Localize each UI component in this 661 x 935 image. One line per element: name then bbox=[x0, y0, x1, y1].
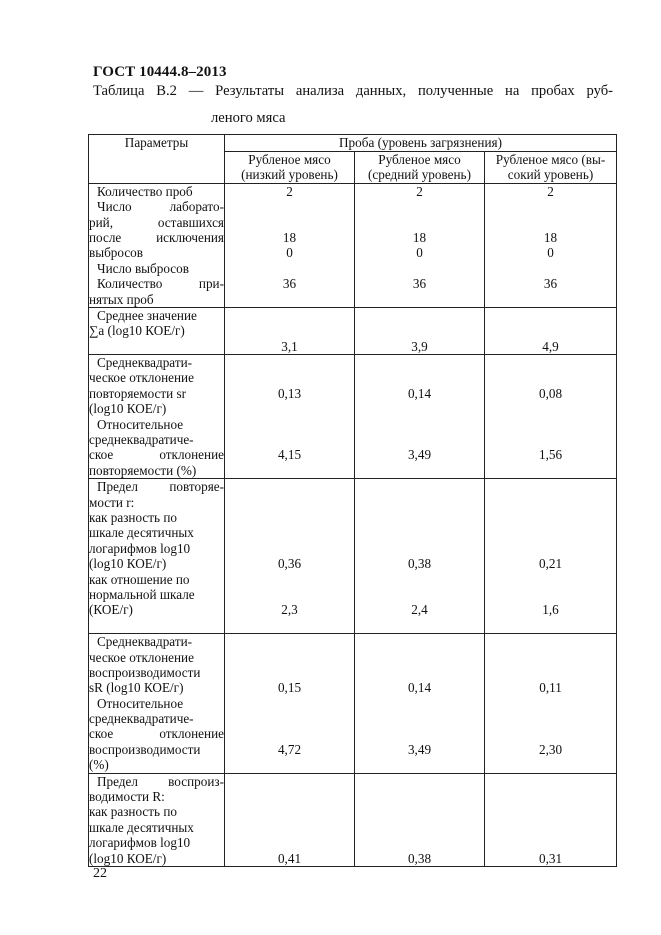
column-header-line: Рубленое мясо (вы- bbox=[495, 152, 606, 167]
table-row bbox=[89, 355, 617, 479]
value-line bbox=[485, 261, 616, 276]
value-line bbox=[225, 463, 354, 478]
value-line bbox=[485, 696, 616, 711]
value-line bbox=[355, 572, 484, 587]
parameter-line: Среднеквадрати- bbox=[97, 634, 193, 650]
value-line bbox=[225, 370, 354, 385]
value-cell bbox=[485, 479, 617, 634]
value-cell bbox=[355, 307, 485, 354]
value-line: 1,56 bbox=[538, 447, 563, 463]
value-line: 0,36 bbox=[277, 556, 302, 572]
value-line bbox=[225, 541, 354, 556]
value-line bbox=[355, 495, 484, 510]
value-line bbox=[225, 199, 354, 214]
value-line: 0,38 bbox=[407, 850, 432, 866]
value-line bbox=[485, 711, 616, 726]
value-line bbox=[225, 432, 354, 447]
value-line bbox=[485, 587, 616, 602]
value-line: 2,3 bbox=[281, 602, 298, 618]
value-line bbox=[355, 711, 484, 726]
value-line bbox=[355, 323, 484, 338]
value-line bbox=[355, 355, 484, 370]
value-line bbox=[225, 665, 354, 680]
value-line: 4,9 bbox=[542, 338, 559, 354]
parameter-line: Предел повторяе- bbox=[97, 479, 224, 495]
value-line bbox=[225, 308, 354, 323]
parameter-line: логарифмов log10 bbox=[89, 835, 191, 851]
table-row bbox=[89, 634, 617, 774]
value-line bbox=[225, 726, 354, 741]
value-line bbox=[225, 572, 354, 587]
value-line bbox=[225, 292, 354, 307]
parameter-line: повторяемости (%) bbox=[89, 462, 197, 478]
value-line: 0,14 bbox=[407, 385, 432, 401]
parameter-line: шкале десятичных bbox=[89, 819, 194, 835]
value-cell bbox=[355, 773, 485, 866]
parameter-line: нятых проб bbox=[89, 291, 154, 307]
table-row bbox=[89, 773, 617, 866]
parameter-line: (%) bbox=[89, 757, 109, 773]
sample-group-label: Проба (уровень загрязнения) bbox=[339, 135, 502, 150]
parameter-line: Предел воспроиз- bbox=[97, 773, 224, 789]
table-body bbox=[89, 183, 617, 866]
value-line bbox=[485, 510, 616, 525]
value-line: 36 bbox=[543, 276, 558, 292]
value-cell bbox=[225, 183, 355, 307]
value-line: 4,72 bbox=[277, 741, 302, 757]
value-line bbox=[225, 417, 354, 432]
value-cell bbox=[355, 479, 485, 634]
value-line: 0,11 bbox=[539, 680, 562, 696]
value-line bbox=[355, 650, 484, 665]
value-line: 2 bbox=[416, 183, 423, 199]
parameter-line: Число лаборато- bbox=[97, 199, 224, 215]
value-line: 3,49 bbox=[407, 447, 432, 463]
column-header-line: Рубленое мясо bbox=[248, 152, 331, 167]
value-line bbox=[225, 401, 354, 416]
sample-group-header bbox=[225, 135, 617, 152]
value-line bbox=[485, 495, 616, 510]
value-line bbox=[225, 525, 354, 540]
parameter-line: ∑a (log10 КОЕ/г) bbox=[89, 323, 185, 339]
value-line: 18 bbox=[282, 229, 297, 245]
table-row bbox=[89, 307, 617, 354]
parameter-line: ческое отклонение bbox=[89, 649, 194, 665]
value-cell bbox=[485, 773, 617, 866]
parameter-cell bbox=[89, 479, 225, 634]
value-line bbox=[225, 804, 354, 819]
value-line bbox=[355, 820, 484, 835]
parameter-line: рий, оставшихся bbox=[89, 214, 224, 230]
parameter-line: выбросов bbox=[89, 245, 143, 261]
value-line: 4,15 bbox=[277, 447, 302, 463]
column-header-low bbox=[225, 152, 355, 184]
value-line: 0 bbox=[286, 245, 293, 261]
parameter-line: среднеквадратиче- bbox=[89, 711, 194, 727]
value-line bbox=[485, 774, 616, 789]
value-cell bbox=[225, 307, 355, 354]
value-line bbox=[355, 696, 484, 711]
value-line bbox=[485, 650, 616, 665]
parameter-line: ское отклонение bbox=[89, 726, 224, 742]
parameter-line: логарифмов log10 bbox=[89, 540, 191, 556]
value-line bbox=[225, 789, 354, 804]
parameter-line bbox=[89, 618, 224, 633]
value-line bbox=[355, 199, 484, 214]
value-line: 18 bbox=[412, 229, 427, 245]
value-line bbox=[225, 774, 354, 789]
column-header-line: (средний уровень) bbox=[368, 167, 471, 183]
value-cell bbox=[225, 479, 355, 634]
value-cell bbox=[225, 773, 355, 866]
value-line: 0,21 bbox=[538, 556, 563, 572]
value-line bbox=[485, 432, 616, 447]
value-line bbox=[485, 541, 616, 556]
parameter-line: после исключения bbox=[89, 229, 224, 245]
table-row bbox=[89, 479, 617, 634]
value-line bbox=[225, 634, 354, 649]
value-line bbox=[355, 479, 484, 494]
value-line bbox=[485, 618, 616, 633]
value-line bbox=[355, 525, 484, 540]
value-line bbox=[355, 618, 484, 633]
value-line: 3,1 bbox=[281, 338, 298, 354]
value-line bbox=[355, 634, 484, 649]
parameter-line: (log10 КОЕ/г) bbox=[89, 556, 167, 572]
value-line bbox=[355, 215, 484, 230]
parameter-line: ское отклонение bbox=[89, 447, 224, 463]
value-line: 2 bbox=[286, 183, 293, 199]
value-line bbox=[225, 510, 354, 525]
parameter-cell bbox=[89, 355, 225, 479]
value-line: 0,31 bbox=[538, 850, 563, 866]
value-line bbox=[485, 634, 616, 649]
value-line bbox=[485, 572, 616, 587]
value-cell bbox=[485, 307, 617, 354]
value-line bbox=[485, 417, 616, 432]
value-line: 2,4 bbox=[411, 602, 428, 618]
parameter-line bbox=[89, 339, 224, 354]
value-line bbox=[355, 308, 484, 323]
value-line bbox=[355, 417, 484, 432]
value-line: 36 bbox=[412, 276, 427, 292]
parameter-line: воспроизводимости bbox=[89, 741, 201, 757]
value-line bbox=[485, 463, 616, 478]
value-line: 2,30 bbox=[538, 741, 563, 757]
value-line bbox=[355, 401, 484, 416]
parameter-cell bbox=[89, 773, 225, 866]
value-line bbox=[225, 757, 354, 772]
value-line bbox=[485, 789, 616, 804]
value-line bbox=[355, 789, 484, 804]
parameter-line: Относительное bbox=[97, 416, 184, 432]
value-line bbox=[485, 323, 616, 338]
parameter-line: среднеквадратиче- bbox=[89, 432, 194, 448]
parameter-line: sR (log10 КОЕ/г) bbox=[89, 680, 184, 696]
value-line bbox=[485, 308, 616, 323]
value-line bbox=[485, 665, 616, 680]
column-header-line: (низкий уровень) bbox=[241, 167, 338, 183]
value-line bbox=[485, 726, 616, 741]
value-line bbox=[355, 757, 484, 772]
value-line: 0 bbox=[547, 245, 554, 261]
parameter-line: (КОЕ/г) bbox=[89, 602, 133, 618]
value-line bbox=[485, 370, 616, 385]
value-line bbox=[225, 587, 354, 602]
parameter-line: нормальной шкале bbox=[89, 586, 195, 602]
parameter-line: Среднее значение bbox=[97, 307, 197, 323]
value-cell bbox=[355, 634, 485, 774]
value-line bbox=[355, 587, 484, 602]
value-line bbox=[485, 804, 616, 819]
value-line bbox=[485, 835, 616, 850]
parameter-line: как разность по bbox=[89, 804, 177, 820]
parameter-cell bbox=[89, 183, 225, 307]
parameter-line: повторяемости sr bbox=[89, 385, 187, 401]
parameter-line: Среднеквадрати- bbox=[97, 355, 193, 371]
parameter-cell bbox=[89, 634, 225, 774]
value-cell bbox=[485, 183, 617, 307]
value-line bbox=[355, 665, 484, 680]
value-line: 0 bbox=[416, 245, 423, 261]
value-line: 0,41 bbox=[277, 850, 302, 866]
value-line bbox=[225, 618, 354, 633]
parameter-line: Относительное bbox=[97, 695, 184, 711]
parameter-line: как отношение по bbox=[89, 571, 190, 587]
value-cell bbox=[355, 355, 485, 479]
value-cell bbox=[485, 355, 617, 479]
parameter-line: Количество проб bbox=[97, 183, 193, 199]
value-line bbox=[225, 323, 354, 338]
value-cell bbox=[485, 634, 617, 774]
value-line: 18 bbox=[543, 229, 558, 245]
value-line: 0,38 bbox=[407, 556, 432, 572]
value-line bbox=[355, 510, 484, 525]
value-cell bbox=[225, 355, 355, 479]
value-line bbox=[485, 401, 616, 416]
parameter-line: ческое отклонение bbox=[89, 370, 194, 386]
value-line bbox=[225, 696, 354, 711]
value-line bbox=[355, 370, 484, 385]
value-line bbox=[355, 541, 484, 556]
value-line bbox=[355, 774, 484, 789]
value-line bbox=[225, 711, 354, 726]
value-line bbox=[485, 292, 616, 307]
value-line bbox=[225, 355, 354, 370]
column-header-medium bbox=[355, 152, 485, 184]
value-cell bbox=[225, 634, 355, 774]
value-line: 0,15 bbox=[277, 680, 302, 696]
standard-designation: ГОСТ 10444.8–2013 bbox=[93, 64, 227, 80]
value-line bbox=[355, 261, 484, 276]
value-line bbox=[225, 835, 354, 850]
parameter-line: (log10 КОЕ/г) bbox=[89, 850, 167, 866]
parameters-header-label: Параметры bbox=[124, 135, 189, 150]
results-table bbox=[88, 134, 617, 867]
parameter-cell bbox=[89, 307, 225, 354]
value-line: 3,9 bbox=[411, 338, 428, 354]
table-row bbox=[89, 183, 617, 307]
value-line bbox=[485, 479, 616, 494]
parameter-line: воспроизводимости bbox=[89, 664, 201, 680]
column-header-line: сокий уровень) bbox=[507, 167, 594, 183]
column-header-line: Рубленое мясо bbox=[378, 152, 461, 167]
value-line bbox=[355, 835, 484, 850]
parameter-line: мости r: bbox=[89, 494, 135, 510]
value-line: 0,14 bbox=[407, 680, 432, 696]
value-line: 0,13 bbox=[277, 385, 302, 401]
value-line: 3,49 bbox=[407, 741, 432, 757]
value-line bbox=[485, 199, 616, 214]
parameters-column-header bbox=[89, 135, 225, 184]
value-line bbox=[485, 215, 616, 230]
value-line bbox=[355, 804, 484, 819]
value-line bbox=[355, 463, 484, 478]
value-line bbox=[225, 215, 354, 230]
parameter-line: Количество при- bbox=[97, 276, 224, 292]
value-line bbox=[355, 432, 484, 447]
value-line bbox=[225, 261, 354, 276]
value-line: 1,6 bbox=[542, 602, 559, 618]
value-line: 2 bbox=[547, 183, 554, 199]
value-line bbox=[225, 479, 354, 494]
page-number: 22 bbox=[93, 866, 107, 881]
value-line bbox=[355, 726, 484, 741]
parameter-line: шкале десятичных bbox=[89, 525, 194, 541]
value-line bbox=[485, 757, 616, 772]
parameter-line: как разность по bbox=[89, 509, 177, 525]
table-caption-continuation: леного мяса bbox=[211, 110, 286, 126]
value-line bbox=[355, 292, 484, 307]
value-line bbox=[225, 495, 354, 510]
value-line: 36 bbox=[282, 276, 297, 292]
parameter-line: (log10 КОЕ/г) bbox=[89, 401, 167, 417]
value-line: 0,08 bbox=[538, 385, 563, 401]
value-line bbox=[485, 525, 616, 540]
value-line bbox=[225, 820, 354, 835]
parameter-line: Число выбросов bbox=[97, 260, 189, 276]
value-cell bbox=[355, 183, 485, 307]
column-header-high bbox=[485, 152, 617, 184]
table-caption: Таблица В.2 — Результаты анализа данных, полученные на пробах руб- bbox=[93, 83, 613, 99]
value-line bbox=[225, 650, 354, 665]
parameter-line: водимости R: bbox=[89, 789, 165, 805]
value-line bbox=[485, 820, 616, 835]
value-line bbox=[485, 355, 616, 370]
